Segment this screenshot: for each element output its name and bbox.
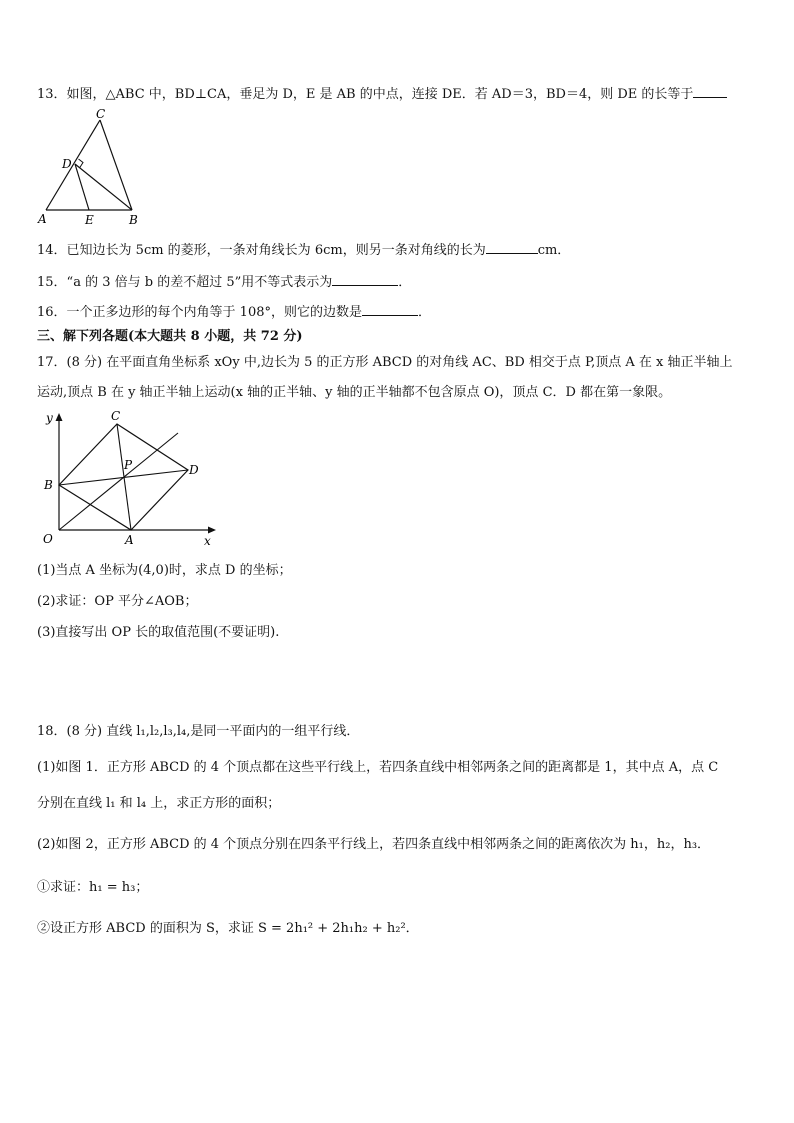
q17-label-b: B bbox=[44, 478, 53, 492]
q17-line-1: 17．(8 分) 在平面直角坐标系 xOy 中,边长为 5 的正方形 ABCD 的对角线 AC、BD 相交于点 P,顶点 A 在 x 轴正半轴上 bbox=[37, 355, 733, 370]
q17-label-c: C bbox=[111, 409, 121, 423]
q13-stem bbox=[37, 84, 727, 104]
q14-text: 14．已知边长为 5cm 的菱形，一条对角线长为 6cm，则另一条对角线的长为 bbox=[37, 243, 486, 258]
q17-label-y: y bbox=[46, 411, 53, 425]
q17-label-x: x bbox=[204, 534, 211, 548]
q17-label-a: A bbox=[125, 533, 134, 547]
q17-label-p: P bbox=[124, 458, 133, 472]
q13-label-c: C bbox=[96, 107, 106, 121]
q16-end: ． bbox=[418, 305, 432, 320]
q17-sub-2: (2)求证：OP 平分∠AOB； bbox=[37, 594, 198, 609]
q17-label-o: O bbox=[43, 532, 53, 546]
q15-stem bbox=[37, 272, 411, 292]
q15-text: 15．“a 的 3 倍与 b 的差不超过 5”用不等式表示为 bbox=[37, 275, 333, 290]
q14-answer-blank[interactable] bbox=[486, 240, 538, 254]
q13-label-a: A bbox=[38, 212, 47, 226]
q18-line-3: 分别在直线 l₁ 和 l₄ 上，求正方形的面积； bbox=[37, 796, 281, 811]
q14-stem bbox=[37, 240, 570, 260]
q17-sub-1: (1)当点 A 坐标为(4,0)时，求点 D 的坐标； bbox=[37, 563, 292, 578]
q15-answer-blank[interactable] bbox=[332, 272, 398, 286]
q18-line-4: (2)如图 2，正方形 ABCD 的 4 个顶点分别在四条平行线上，若四条直线中相邻两条之间的距离依次为 h₁，h₂，h₃． bbox=[37, 837, 711, 852]
q13-answer-blank[interactable] bbox=[693, 84, 727, 98]
q17-label-d: D bbox=[189, 463, 199, 477]
q13-text: 13．如图，△ABC 中，BD⊥CA，垂足为 D，E 是 AB 的中点，连接 DE．若 AD＝3，BD＝4，则 DE 的长等于 bbox=[37, 87, 694, 102]
section-heading: 三、解下列各题(本大题共 8 小题，共 72 分) bbox=[37, 329, 303, 344]
q13-label-d: D bbox=[62, 157, 72, 171]
q13-label-b: B bbox=[129, 213, 138, 226]
q17-line-2: 运动,顶点 B 在 y 轴正半轴上运动(x 轴的正半轴、y 轴的正半轴都不包含原点 O)，顶点 C．D 都在第一象限。 bbox=[37, 385, 672, 400]
q18-line-2: (1)如图 1．正方形 ABCD 的 4 个顶点都在这些平行线上，若四条直线中相邻两条之间的距离都是 1，其中点 A，点 C bbox=[37, 760, 719, 775]
q17-sub-3: (3)直接写出 OP 长的取值范围(不要证明). bbox=[37, 625, 280, 640]
q18-line-6: ②设正方形 ABCD 的面积为 S，求证 S = 2h₁² + 2h₁h₂ + h₂²． bbox=[37, 921, 419, 936]
q17-coordinate-figure bbox=[38, 408, 228, 548]
q13-label-e: E bbox=[85, 213, 94, 226]
q15-end: ． bbox=[398, 275, 412, 290]
q16-text: 16．一个正多边形的每个内角等于 108°，则它的边数是 bbox=[37, 305, 362, 320]
q13-triangle-figure bbox=[34, 106, 144, 226]
q18-line-1: 18．(8 分) 直线 l₁,l₂,l₃,l₄,是同一平面内的一组平行线． bbox=[37, 724, 360, 739]
q14-unit: cm． bbox=[537, 243, 571, 258]
q16-stem bbox=[37, 302, 431, 322]
q18-line-5: ①求证：h₁ = h₃； bbox=[37, 880, 149, 895]
q16-answer-blank[interactable] bbox=[362, 302, 418, 316]
